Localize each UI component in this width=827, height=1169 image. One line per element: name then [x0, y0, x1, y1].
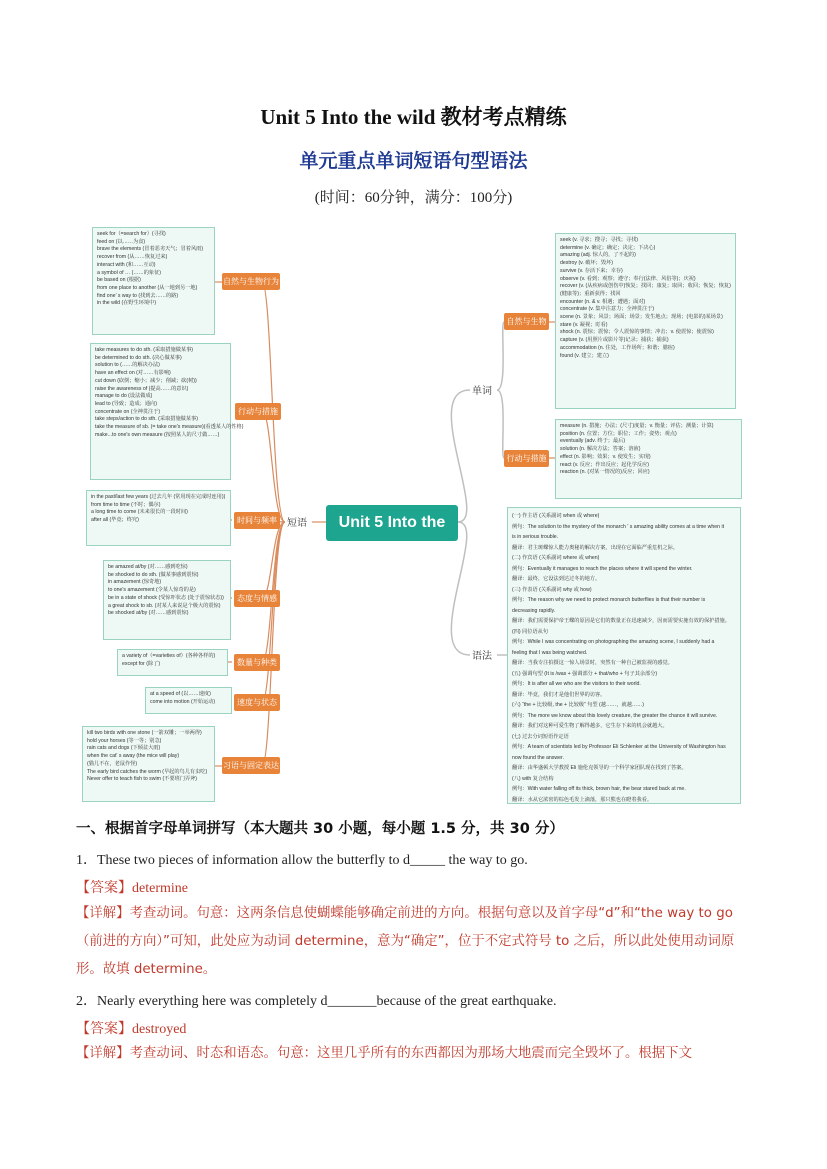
explain-label: 【详解】 [76, 1046, 130, 1061]
answer-value: determine [132, 881, 188, 896]
explain-label: 【详解】 [76, 906, 130, 921]
box-idiom: kill two birds with one stone (一箭双雕；一举两得) hold your horses (等一等；别急) rain cats and dogs (下倾盆大雨) when the cat' s away (the mice will play) (猫儿不在，老鼠作怪) The early bird catches the worm (早起的鸟儿有虫吃) Never offer to teach fish to swim (不要班门弄斧) [82, 726, 215, 802]
box-quantity: a variety of（=varieties of）(各种各样的) except for (除了) [117, 649, 228, 676]
tag-nature-right: 自然与生物 [504, 313, 549, 330]
answer-label: 【答案】 [76, 1022, 132, 1037]
answer-label: 【答案】 [76, 881, 132, 896]
mindmap-center: Unit 5 Into the wild [326, 505, 458, 541]
box-speed: at a speed of (以……速度) come into motion (开始运动) [145, 687, 232, 714]
explain-text: 考查动词。句意：这两条信息使蝴蝶能够确定前进的方向。根据句意以及首字母“d”和“the way to go（前进的方向）”可知，此处应为动词 determine，意为“确定”，位于不定式符号 to 之后，所以此处使用动词原形。故填 determine。 [76, 906, 735, 977]
box-nature-behaviour: seek for（=search for）(寻找) feed on (以……为食) brave the elements (冒着恶劣天气；冒着风雨) recover from (从……恢复过来) interact with (和……互动) a symbol of … (……的象征) be based on (根据) from one place to another (从一地到另一地) find one’ s way to (找到去……的路) in the wild (在野生环境中) [92, 227, 215, 335]
tag-action-right: 行动与措施 [504, 450, 549, 467]
box-grammar: (一) 作主语 (关系副词 when 或 where) 例句：The solution to the mystery of the monarch ' s amazing ability comes at a time when it is in serious trouble. 翻译：君主斑蝶惊人能力奥秘的解决方案，出现在它面临严重危机之际。 (二) 作宾语 (关系副词 where 或 when) 例句：Eventually it manages to reach the places where it will spend the winter. 翻译：最终，它设法到达过冬的地方。 (三) 作表语 (关系副词 why 或 how) 例句：The reason why we need to protect monarch butterflies is that their number is decreasing rapidly. 翻译：我们需要保护帝王蝶的原因是它们的数量正在迅速减少，因而需要实施有效的保护措施。 (四) 同位语从句 例句：While I was concentrating on photographing the amazing scene, I suddenly had a feeling that I was being watched. 翻译：当我专注拍摄这一惊人场景时，突然有一种自己被监视的感觉。 (五) 强调句型 (It is /was + 强调部分 + that/who + 句子其余部分) 例句：It is after all we who are the visitors to their world. 翻译：毕竟，我们才是他们世界的访客。 (六) “the + 比较级, the + 比较级” 句型 (越……，就越……) 例句：The more we know about this lovely creature, the greater the chance it will survive. 翻译：我们对这种可爱生物了解得越多，它生存下来的机会就越大。 (七) 过去分词短语作定语 例句：A team of scientists led by Professor Eli Schlenker at the University of Washington has now found the answer. 翻译：由华盛顿大学教授 Eli 施伦克领导的一个科学家团队现在找到了答案。 (八) with 复合结构 例句：With water falling off its thick, brown hair, the bear stared back at me. 翻译：水从它浓密的棕色毛发上滴落，那只熊也在瞪着我看。 [507, 507, 741, 804]
tag-quantity: 数量与种类 [234, 654, 280, 671]
branch-grammar: 语法 [472, 647, 492, 662]
page-subtitle: 单元重点单词短语句型语法 [299, 150, 528, 172]
explain-text: 考查动词、时态和语态。句意：这里几乎所有的东西都因为那场大地震而完全毁坏了。根据下文 [129, 1046, 692, 1061]
section-heading: 一、根据首字母单词拼写（本大题共 30 小题，每小题 1.5 分，共 30 分） [76, 821, 564, 837]
page-title: Unit 5 Into the wild 教材考点精练 [260, 105, 567, 129]
answer-value: destroyed [132, 1022, 187, 1037]
tag-speed: 速度与状态 [234, 694, 280, 711]
question-1-answer [76, 877, 188, 897]
box-time-frequency: in the past/last few years (过去几年 (常用现在完成时连用)) from time to time (不时；偶尔) a long time to come (未来很长的一段时间) after all (毕竟；终究) [86, 490, 231, 546]
box-nature-words: seek (v. 寻求；搜寻；寻找；寻找) determine (v. 确定；确定；决定；下决心) amazing (adj. 惊人的，了不起的) destroy (v. 破坏；毁坏) survive (v. 存活下来；幸存) observe (v. 看到；观察；遵守；奉行(法律、风俗等)；庆祝) recover (v. (从疾病或创伤中)恢复；找回；康复；取回；收回；恢复；恢复) (健康等)；重新获得；找回 encounter (n. & v. 相遇；遭遇；面对) concentrate (v. 集中注意力；全神贯注于) scene (n. 景象；风景；场面；场景；发生地点；现场；(电影的)某场景) stare (v. 凝视；盯看) shock (n. 震惊；震惊；令人震惊的事情；冲击；v. 使震惊；使震惊) capture (v. (用照片或影片等)记录；捕获；捕获) accommodation (n. 住处，工作场所；和谐；膳宿) found (v. 建立；建立) [555, 233, 736, 409]
box-action-words: measure (n. 措施；办法；(尺寸)度量；v. 衡量；评估；测量；计算) position (n. 位置；方位；职位；工作；姿势；观点) eventually (adv. 终于；最后) solution (n. 解决方法；答案；溶液) effect (n. 影响；效果；v. 使发生；实现) react (v. 反应；作出反应；起化学反应) reaction (n. (对某一情况的)反应；回应) [555, 419, 742, 499]
branch-words: 单词 [472, 382, 492, 397]
branch-phrases: 短语 [287, 514, 307, 529]
question-2-text: 2．Nearly everything here was completely d_______because of the great earthquake. [76, 994, 557, 1009]
tag-time-frequency: 时间与频率 [234, 512, 280, 529]
time-info: (时间：60分钟，满分：100分) [314, 190, 513, 206]
question-1-explanation [76, 900, 754, 984]
tag-action-measures: 行动与措施 [235, 403, 281, 420]
question-1-text: 1．These two pieces of information allow the butterfly to d_____ the way to go. [76, 853, 528, 868]
question-2-answer [76, 1018, 186, 1038]
tag-nature-behaviour: 自然与生物行为 [222, 273, 280, 290]
tag-emotion: 态度与情感 [234, 590, 280, 607]
question-2-explanation [76, 1040, 754, 1068]
tag-idiom: 习语与固定表达 [222, 757, 280, 774]
box-action-measures: take measures to do sth. (采取措施做某事) be determined to do sth. (决心做某事) solution to (……的解决办法) have an effect on (对……有影响) cut down (砍倒；缩小；减少；削减；砍(树)) raise the awareness of (提高……的意识) manage to do (设法做成) lead to (导致；造成；通向) concentrate on (全神贯注于) take steps/action to do sth. (采取措施做某事) take the measure of sb. (= take one's measure)(看透某人的性格) make...to one's own measure (按照某人的尺寸做……) [90, 343, 231, 480]
box-emotion: be amazed at/by (对……感到吃惊) be shocked to do sth. (做某事感到震惊) in amazement (惊奇地) to one's amazement (令某人惊奇的是) be in a state of shock (受惊吓状态 (处于震惊状态)) a great shock to sb. (对某人来说是个极大的震惊) be shocked at/by (对……感到震惊) [103, 560, 231, 640]
